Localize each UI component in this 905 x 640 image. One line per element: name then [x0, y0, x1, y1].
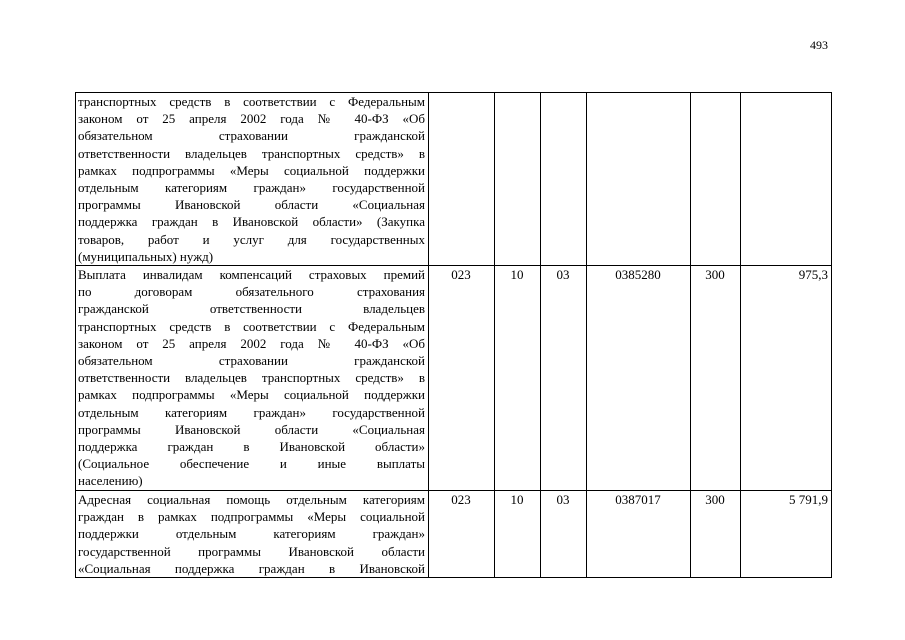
subsection-code: 03	[541, 266, 587, 491]
description-line: транспортных средств в соответствии с Федеральным	[78, 318, 425, 334]
target-article-code: 0385280	[587, 266, 691, 491]
description-line: государственной программы Ивановской области	[78, 543, 425, 559]
subsection-code: 03	[541, 491, 587, 578]
description-line: законом от 25 апреля 2002 года № 40-ФЗ «Об	[78, 111, 425, 127]
expense-type-code: 300	[691, 491, 741, 578]
description-line: товаров, работ и услуг для государственных	[78, 231, 425, 247]
description-line: граждан в рамках подпрограммы «Меры социальной	[78, 509, 425, 525]
description-line: по договорам обязательного страхования	[78, 284, 425, 300]
description-line: транспортных средств в соответствии с Федеральным	[78, 94, 425, 109]
description-line: ответственности владельцев транспортных средств» в	[78, 145, 425, 161]
amount-cell: 975,3	[741, 266, 832, 491]
description-line: гражданской ответственности владельцев	[78, 301, 425, 317]
target-article-code: 0387017	[587, 491, 691, 578]
expense-type-code: 300	[691, 266, 741, 491]
table-row	[76, 93, 832, 266]
table-row	[76, 491, 832, 578]
description-line: отдельным категориям граждан» государственной	[78, 180, 425, 196]
description-line: программы Ивановской области «Социальная	[78, 421, 425, 437]
description-line: поддержки отдельным категориям граждан»	[78, 526, 425, 542]
budget-table	[75, 92, 832, 578]
amount-cell: 5 791,9	[741, 491, 832, 578]
ministry-code	[429, 93, 495, 266]
subsection-code	[541, 93, 587, 266]
expense-type-code	[691, 93, 741, 266]
description-line: законом от 25 апреля 2002 года № 40-ФЗ «Об	[78, 335, 425, 351]
row-description	[76, 491, 429, 578]
description-line: Адресная социальная помощь отдельным категориям	[78, 492, 425, 508]
page-number: 493	[810, 38, 828, 52]
ministry-code: 023	[429, 266, 495, 491]
description-line: рамках подпрограммы «Меры социальной поддержки	[78, 387, 425, 403]
description-line: отдельным категориям граждан» государственной	[78, 404, 425, 420]
section-code: 10	[495, 266, 541, 491]
description-line: программы Ивановской области «Социальная	[78, 197, 425, 213]
description-line: (муниципальных) нужд)	[78, 248, 214, 264]
description-line: поддержка граждан в Ивановской области» (Закупка	[78, 214, 425, 230]
description-line: населению)	[78, 473, 143, 489]
description-line: рамках подпрограммы «Меры социальной поддержки	[78, 162, 425, 178]
description-line: поддержка граждан в Ивановской области»	[78, 439, 425, 455]
target-article-code	[587, 93, 691, 266]
description-line: обязательном страховании гражданской	[78, 353, 425, 369]
section-code	[495, 93, 541, 266]
ministry-code: 023	[429, 491, 495, 578]
description-line: Выплата инвалидам компенсаций страховых премий	[78, 267, 425, 283]
description-line: «Социальная поддержка граждан в Ивановской	[78, 560, 425, 576]
description-line: (Социальное обеспечение и иные выплаты	[78, 456, 425, 472]
description-line: обязательном страховании гражданской	[78, 128, 425, 144]
amount-cell	[741, 93, 832, 266]
row-description	[76, 266, 429, 491]
section-code: 10	[495, 491, 541, 578]
row-description	[76, 93, 429, 266]
table-row	[76, 266, 832, 491]
description-line: ответственности владельцев транспортных средств» в	[78, 370, 425, 386]
